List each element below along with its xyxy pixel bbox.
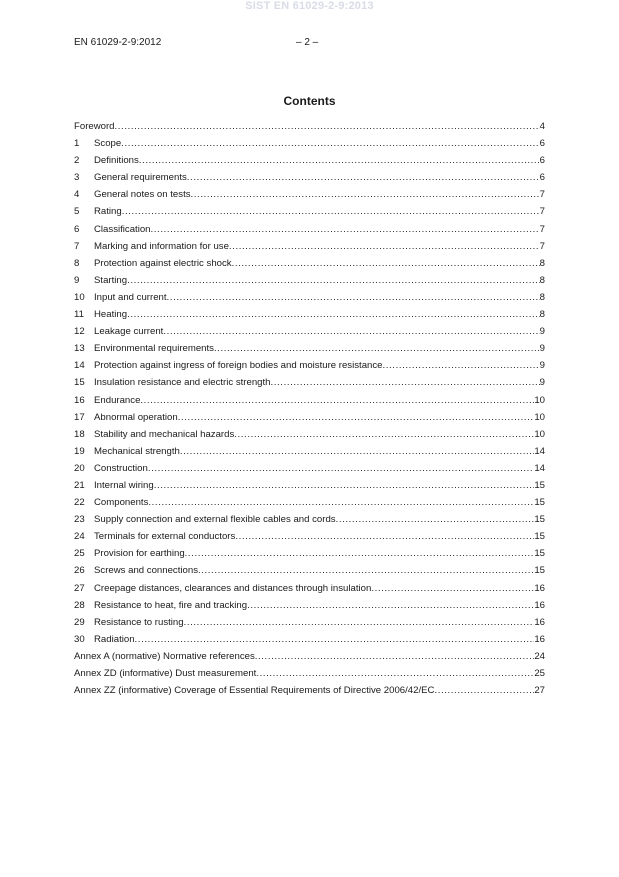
- toc-entry[interactable]: [74, 631, 545, 648]
- watermark: SIST EN 61029-2-9:2013: [245, 0, 374, 12]
- toc-entry-number: 23: [74, 514, 85, 526]
- table-of-contents: [74, 118, 545, 699]
- toc-entry-page: 25: [534, 668, 545, 679]
- toc-entry-title: Annex A (normative) Normative references: [74, 650, 255, 662]
- toc-leader-dots: [140, 392, 534, 409]
- toc-leader-dots: [115, 118, 540, 135]
- toc-entry-number: 12: [74, 326, 85, 338]
- toc-entry[interactable]: [74, 665, 545, 682]
- toc-entry-number: 3: [74, 172, 80, 184]
- toc-entry[interactable]: [74, 580, 545, 597]
- toc-entry-page: 4: [539, 121, 545, 132]
- toc-entry-number: 7: [74, 240, 80, 252]
- toc-entry[interactable]: [74, 357, 545, 374]
- toc-entry[interactable]: [74, 460, 545, 477]
- toc-entry-title: Radiation: [94, 633, 135, 645]
- toc-entry[interactable]: [74, 392, 545, 409]
- toc-leader-dots: [234, 426, 534, 443]
- toc-entry[interactable]: [74, 409, 545, 426]
- toc-leader-dots: [163, 323, 539, 340]
- toc-leader-dots: [127, 272, 540, 289]
- toc-entry-title: Endurance: [94, 394, 141, 406]
- toc-leader-dots: [127, 306, 540, 323]
- toc-entry-number: 19: [74, 445, 85, 457]
- toc-entry[interactable]: [74, 477, 545, 494]
- toc-entry-title: Protection against ingress of foreign bodies and moisture resistance: [94, 360, 383, 372]
- toc-leader-dots: [232, 255, 540, 272]
- toc-leader-dots: [151, 221, 540, 238]
- toc-entry-number: 18: [74, 428, 85, 440]
- toc-entry-title: Resistance to rusting: [94, 616, 184, 628]
- toc-entry-page: 16: [534, 633, 545, 645]
- toc-leader-dots: [247, 597, 534, 614]
- toc-entry-page: 15: [534, 531, 545, 543]
- toc-entry-number: 28: [74, 599, 85, 611]
- toc-entry-number: 4: [74, 189, 80, 201]
- toc-entry-title: Resistance to heat, fire and tracking: [94, 599, 248, 611]
- toc-entry-title: Mechanical strength: [94, 445, 180, 457]
- toc-entry-page: 7: [539, 223, 545, 235]
- toc-leader-dots: [180, 443, 534, 460]
- toc-entry[interactable]: [74, 562, 545, 579]
- toc-entry-title: General requirements: [94, 172, 187, 184]
- toc-leader-dots: [122, 203, 540, 220]
- toc-entry-number: 8: [74, 257, 80, 269]
- toc-entry-page: 6: [539, 172, 545, 184]
- toc-entry-page: 15: [534, 479, 545, 491]
- toc-entry-number: 26: [74, 565, 85, 577]
- toc-entry[interactable]: [74, 323, 545, 340]
- toc-entry-title: Leakage current: [94, 326, 164, 338]
- toc-entry-title: Internal wiring: [94, 479, 154, 491]
- toc-entry-title: Definitions: [94, 155, 139, 167]
- toc-entry-page: 8: [539, 291, 545, 303]
- toc-entry-number: 24: [74, 531, 85, 543]
- toc-entry-page: 9: [539, 326, 545, 338]
- toc-leader-dots: [256, 665, 534, 682]
- toc-leader-dots: [434, 682, 534, 699]
- toc-entry-title: Construction: [94, 462, 148, 474]
- toc-entry[interactable]: [74, 426, 545, 443]
- toc-entry[interactable]: [74, 255, 545, 272]
- toc-entry-title: Supply connection and external flexible cables and cords: [94, 514, 336, 526]
- toc-entry-page: 14: [534, 462, 545, 474]
- toc-leader-dots: [178, 409, 535, 426]
- document-id: EN 61029-2-9:2012: [74, 37, 162, 48]
- toc-leader-dots: [148, 460, 534, 477]
- toc-entry-title: Input and current: [94, 291, 167, 303]
- toc-entry-number: 30: [74, 633, 85, 645]
- toc-entry-title: Environmental requirements: [94, 343, 214, 355]
- toc-entry[interactable]: [74, 289, 545, 306]
- toc-entry-title: Components: [94, 497, 149, 509]
- toc-entry-number: 14: [74, 360, 85, 372]
- toc-entry-number: 17: [74, 411, 85, 423]
- toc-entry-number: 16: [74, 394, 85, 406]
- toc-entry-page: 15: [534, 497, 545, 509]
- toc-entry-title: Marking and information for use: [94, 240, 229, 252]
- toc-entry[interactable]: [74, 340, 545, 357]
- toc-entry[interactable]: [74, 443, 545, 460]
- toc-leader-dots: [167, 289, 540, 306]
- toc-entry-number: 1: [74, 138, 80, 150]
- toc-entry-title: General notes on tests: [94, 189, 191, 201]
- toc-entry[interactable]: [74, 135, 545, 152]
- toc-entry-number: 6: [74, 223, 80, 235]
- toc-entry-page: 8: [539, 309, 545, 321]
- toc-entry-page: 16: [534, 582, 545, 594]
- toc-entry[interactable]: [74, 494, 545, 511]
- contents-title: Contents: [283, 94, 336, 108]
- toc-entry[interactable]: [74, 186, 545, 203]
- toc-entry-page: 9: [539, 377, 545, 389]
- toc-entry-number: 25: [74, 548, 85, 560]
- toc-entry-number: 5: [74, 206, 80, 218]
- toc-entry-page: 6: [539, 138, 545, 150]
- toc-entry-page: 9: [539, 360, 545, 372]
- toc-leader-dots: [121, 135, 539, 152]
- toc-entry-page: 8: [539, 257, 545, 269]
- toc-entry-page: 15: [534, 514, 545, 526]
- toc-entry-number: 27: [74, 582, 85, 594]
- toc-leader-dots: [371, 580, 534, 597]
- toc-leader-dots: [336, 511, 535, 528]
- toc-leader-dots: [235, 528, 534, 545]
- toc-entry-page: 8: [539, 274, 545, 286]
- toc-entry-title: Creepage distances, clearances and distances through insulation: [94, 582, 372, 594]
- toc-entry[interactable]: [74, 682, 545, 699]
- toc-entry-page: 6: [539, 155, 545, 167]
- toc-entry[interactable]: [74, 152, 545, 169]
- toc-entry[interactable]: [74, 511, 545, 528]
- toc-entry-title: Abnormal operation: [94, 411, 178, 423]
- toc-entry-number: 15: [74, 377, 85, 389]
- toc-leader-dots: [271, 374, 540, 391]
- toc-entry[interactable]: [74, 614, 545, 631]
- toc-entry-title: Provision for earthing: [94, 548, 185, 560]
- page-number: – 2 –: [296, 37, 319, 48]
- toc-leader-dots: [214, 340, 540, 357]
- toc-entry-number: 21: [74, 479, 85, 491]
- toc-entry-page: 7: [539, 240, 545, 252]
- toc-entry[interactable]: [74, 221, 545, 238]
- toc-entry-title: Starting: [94, 274, 128, 286]
- toc-entry[interactable]: [74, 306, 545, 323]
- toc-entry-page: 10: [534, 411, 545, 423]
- toc-entry-number: 13: [74, 343, 85, 355]
- toc-entry[interactable]: [74, 272, 545, 289]
- toc-entry-number: 2: [74, 155, 80, 167]
- toc-entry-page: 10: [534, 394, 545, 406]
- toc-leader-dots: [185, 545, 535, 562]
- toc-entry-title: Protection against electric shock: [94, 257, 232, 269]
- toc-entry-page: 15: [534, 565, 545, 577]
- toc-entry-title: Annex ZZ (informative) Coverage of Essential Requirements of Directive 2006/42/EC: [74, 685, 435, 697]
- toc-entry-number: 20: [74, 462, 85, 474]
- toc-entry-title: Stability and mechanical hazards: [94, 428, 235, 440]
- toc-entry-title: Heating: [94, 309, 128, 321]
- toc-entry-title: Rating: [94, 206, 122, 218]
- toc-entry[interactable]: [74, 118, 545, 135]
- toc-leader-dots: [229, 238, 540, 255]
- toc-entry-number: 22: [74, 497, 85, 509]
- toc-entry-title: Foreword: [74, 121, 115, 132]
- toc-entry[interactable]: [74, 648, 545, 665]
- toc-entry[interactable]: [74, 203, 545, 220]
- toc-leader-dots: [148, 494, 534, 511]
- toc-leader-dots: [135, 631, 535, 648]
- toc-entry[interactable]: [74, 545, 545, 562]
- toc-leader-dots: [139, 152, 540, 169]
- toc-leader-dots: [154, 477, 535, 494]
- toc-entry-number: 9: [74, 274, 80, 286]
- toc-entry-page: 7: [539, 206, 545, 218]
- toc-entry-number: 10: [74, 291, 85, 303]
- toc-entry-page: 15: [534, 548, 545, 560]
- toc-leader-dots: [255, 648, 535, 665]
- toc-entry-title: Annex ZD (informative) Dust measurement: [74, 668, 257, 679]
- toc-entry[interactable]: [74, 169, 545, 186]
- toc-entry[interactable]: [74, 374, 545, 391]
- toc-entry-page: 9: [539, 343, 545, 355]
- toc-entry-title: Classification: [94, 223, 151, 235]
- toc-entry-title: Screws and connections: [94, 565, 198, 577]
- toc-entry-number: 29: [74, 616, 85, 628]
- toc-leader-dots: [187, 169, 540, 186]
- toc-entry[interactable]: [74, 528, 545, 545]
- toc-leader-dots: [184, 614, 535, 631]
- toc-entry[interactable]: [74, 238, 545, 255]
- toc-entry[interactable]: [74, 597, 545, 614]
- toc-entry-page: 10: [534, 428, 545, 440]
- toc-entry-page: 16: [534, 616, 545, 628]
- toc-entry-number: 11: [74, 309, 84, 321]
- toc-leader-dots: [198, 562, 534, 579]
- toc-leader-dots: [383, 357, 540, 374]
- toc-entry-page: 14: [534, 445, 545, 457]
- toc-entry-title: Insulation resistance and electric strength: [94, 377, 271, 389]
- toc-entry-title: Terminals for external conductors: [94, 531, 236, 543]
- toc-entry-page: 27: [534, 685, 545, 697]
- toc-leader-dots: [191, 186, 540, 203]
- toc-entry-page: 7: [539, 189, 545, 201]
- toc-entry-page: 24: [534, 650, 545, 662]
- toc-entry-title: Scope: [94, 138, 122, 150]
- toc-entry-page: 16: [534, 599, 545, 611]
